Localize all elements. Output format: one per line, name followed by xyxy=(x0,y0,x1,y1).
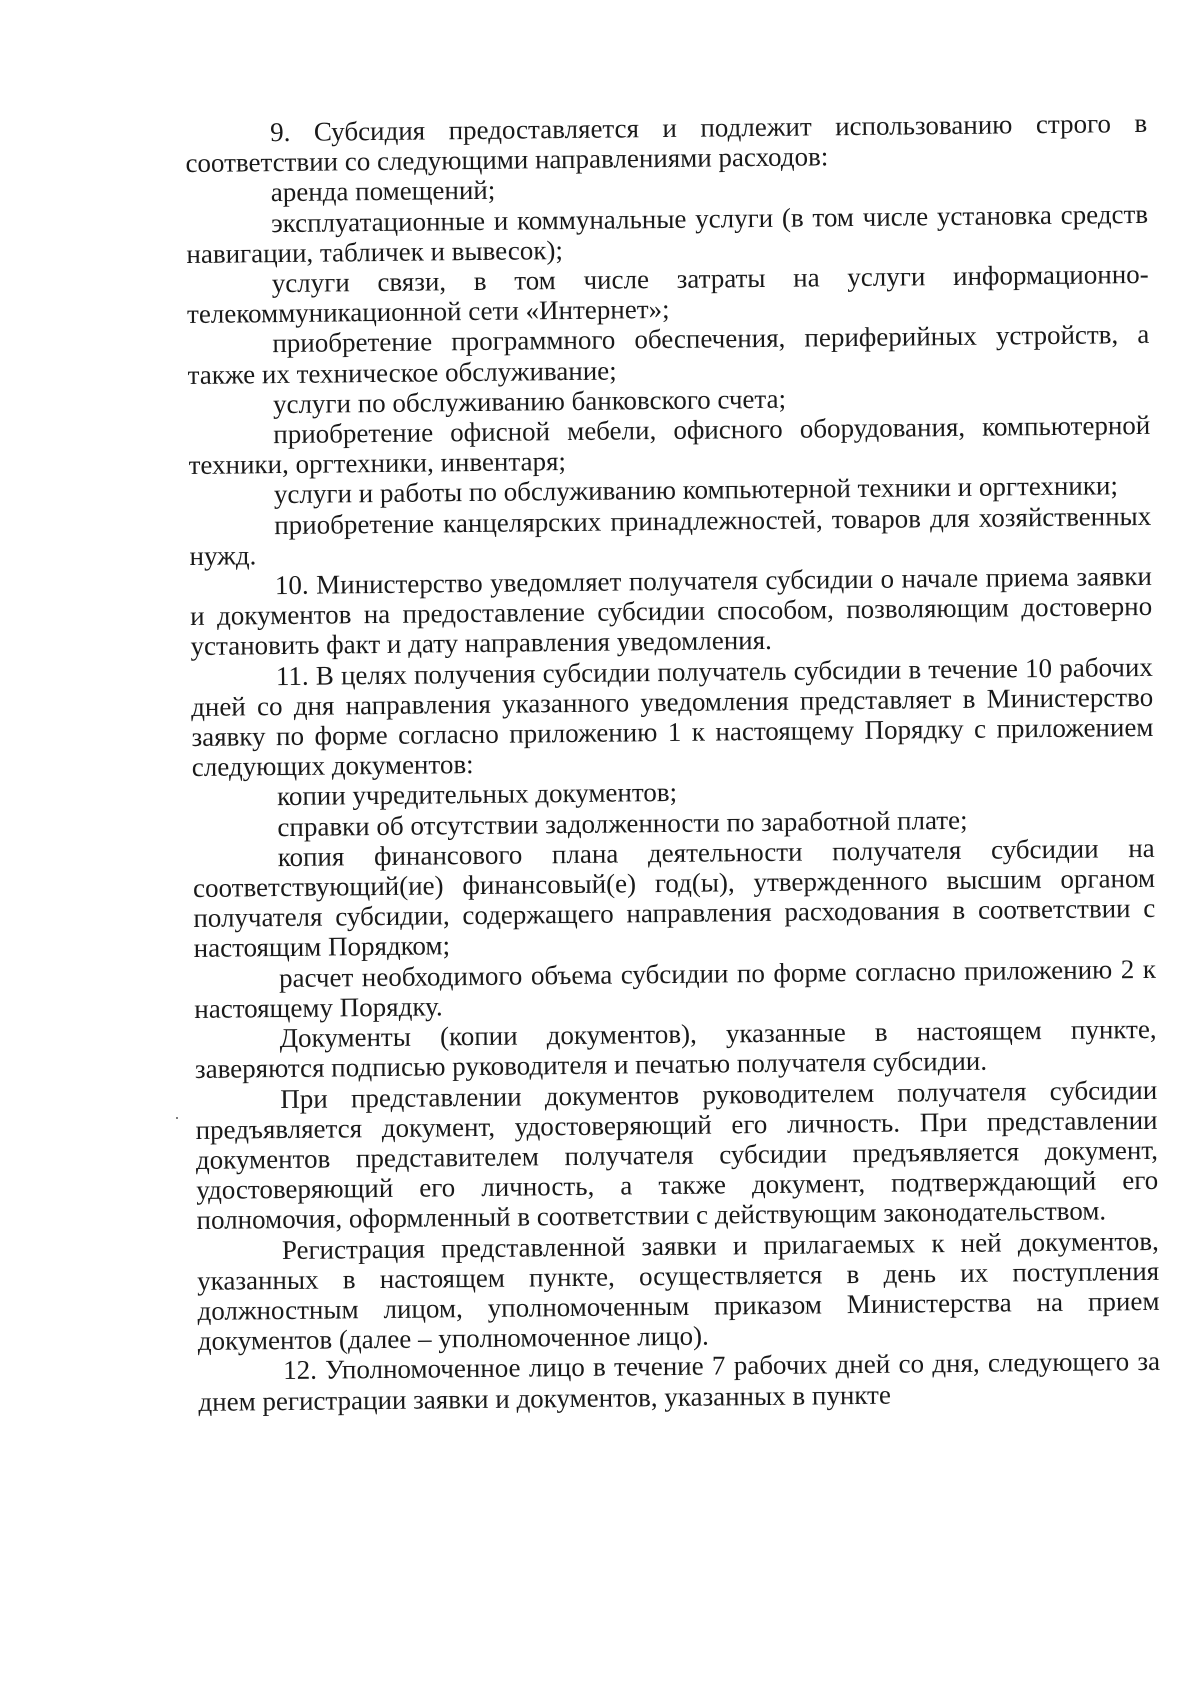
list-item-debt-certificate: справки об отсутствии задолженности по заработной плате; xyxy=(277,804,968,842)
paragraph-11: 11. В целях получения субсидии получатель субсидии в течение 10 рабочих дней со дня направления указанного уведомления представляет в Министерство заявку по форме согласно приложению 1 к настоящему Порядку с приложением следующих документов: xyxy=(191,651,1154,783)
list-item-financial-plan: копия финансового плана деятельности получателя субсидии на соответствующий(ие) финансовый(е) год(ы), утвержденного высшим органом получателя субсидии, содержащего направления расходования в соответствии с настоящим Порядком; xyxy=(192,832,1156,964)
paragraph-9: 9. Субсидия предоставляется и подлежит использованию строго в соответствии со следующими направлениями расходов: xyxy=(185,107,1148,179)
paragraph-10: 10. Министерство уведомляет получателя субсидии о начале приема заявки и документов на предоставление субсидии способом, позволяющим достоверно установить факт и дату направления уведомления. xyxy=(190,560,1153,662)
list-item-bank-account: услуги по обслуживанию банковского счета; xyxy=(272,383,787,419)
list-item-office-equipment: приобретение офисной мебели, офисного оборудования, компьютерной техники, оргтехники, инвентаря; xyxy=(188,409,1151,481)
list-item-founding-docs: копии учредительных документов; xyxy=(276,777,678,812)
list-item-stationery: приобретение канцелярских принадлежностей, товаров для хозяйственных нужд. xyxy=(189,500,1152,571)
paragraph-registration: Регистрация представленной заявки и прилагаемых к ней документов, указанных в настоящем пункте, осуществляется в день их поступления должностным лицом, уполномоченным приказом Министерства на прием документов (далее – уполномоченное лицо). xyxy=(197,1225,1160,1357)
paragraph-12: 12. Уполномоченное лицо в течение 7 рабочих дней со дня, следующего за днем регистрации заявки и документов, указанных в пункте xyxy=(198,1346,1161,1417)
list-item-subsidy-calculation: расчет необходимого объема субсидии по форме согласно приложению 2 к настоящему Порядку. xyxy=(194,953,1157,1024)
list-item-software: приобретение программного обеспечения, периферийных устройств, а также их техническое обслуживание; xyxy=(187,319,1150,390)
list-item-utilities: эксплуатационные и коммунальные услуги (в том числе установка средств навигации, табличек и вывесок); xyxy=(186,198,1149,269)
paragraph-certification: Документы (копии документов), указанные в настоящем пункте, заверяются подписью руководителя и печатью получателя субсидии. xyxy=(194,1013,1157,1085)
document-body xyxy=(185,108,1161,1417)
scan-speck xyxy=(176,1117,178,1119)
list-item-rent: аренда помещений; xyxy=(270,175,496,208)
list-item-communications: услуги связи, в том числе затраты на услуги информационно-телекоммуникационной сети «Интернет»; xyxy=(186,258,1149,330)
list-item-maintenance: услуги и работы по обслуживанию компьютерной техники и оргтехники; xyxy=(273,470,1119,510)
paragraph-identity: При представлении документов руководителем получателя субсидии предъявляется документ, удостоверяющий его личность. При представлении документов представителем получателя субсидии предъявляется документ, удостоверяющий его личность, а также документ, подтверждающий его полномочия, оформленный в соответствии с действующим законодательством. xyxy=(195,1074,1159,1236)
